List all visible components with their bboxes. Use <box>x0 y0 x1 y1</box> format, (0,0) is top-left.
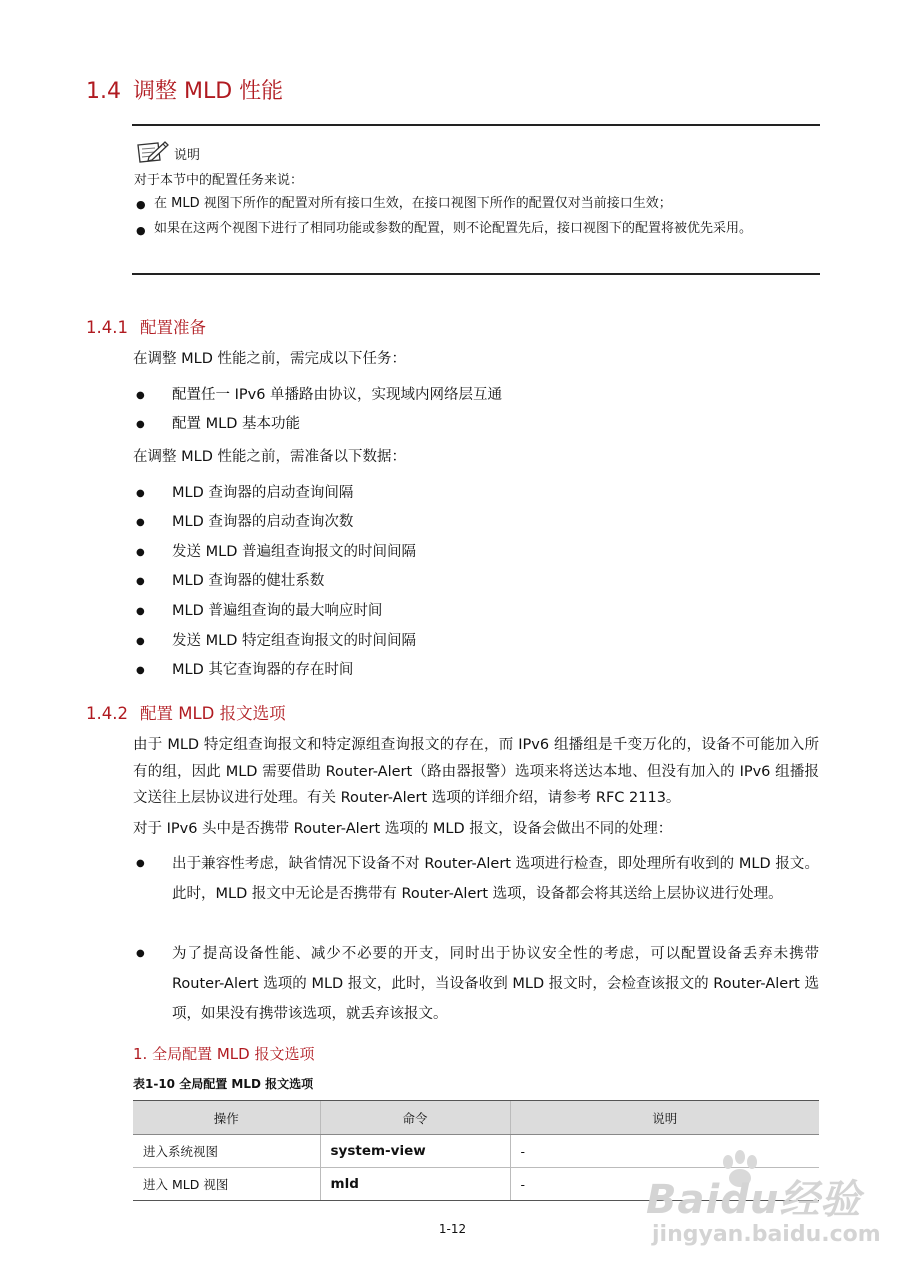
list-item: ● 配置 MLD 基本功能 <box>133 410 819 439</box>
list-item: ● 为了提高设备性能、减少不必要的开支，同时出于协议安全性的考虑，可以配置设备丢弃未携带 Router-Alert 选项的 MLD 报文，此时，当设备收到 MLD 报文时，会检查该报文的 Router-Alert 选项，如果没有携带该选项，就丢弃该报文。 <box>133 939 819 1029</box>
table-caption: 表1-10 全局配置 MLD 报文选项 <box>133 1077 314 1091</box>
bullet-dot-icon: ● <box>136 858 145 869</box>
subheading-global-config: 1. 全局配置 MLD 报文选项 <box>133 1045 315 1063</box>
bullet-dot-icon: ● <box>136 547 145 558</box>
bullet-dot-icon: ● <box>136 488 145 499</box>
note-box <box>132 124 820 275</box>
subsection-title: 配置 MLD 报文选项 <box>139 704 286 723</box>
column-header: 操作 <box>133 1101 320 1135</box>
bullet-dot-icon: ● <box>136 198 146 211</box>
pencil-note-icon <box>136 140 170 164</box>
prep-intro-data: 在调整 MLD 性能之前，需准备以下数据： <box>133 449 406 465</box>
bullet-dot-icon: ● <box>136 419 145 430</box>
list-item: ● MLD 其它查询器的存在时间 <box>133 656 819 685</box>
note-header <box>136 140 200 164</box>
column-header: 说明 <box>510 1101 819 1135</box>
table-cell-operation: 进入系统视图 <box>133 1135 320 1168</box>
page-number: 1-12 <box>438 1222 467 1236</box>
bullet-dot-icon: ● <box>136 606 145 617</box>
list-item: ● MLD 查询器的启动查询次数 <box>133 508 819 537</box>
table-cell-description: - <box>510 1135 819 1168</box>
note-title: 说明 <box>174 148 201 163</box>
section-number: 1.4 <box>86 79 121 104</box>
list-item: ● 发送 MLD 普遍组查询报文的时间间隔 <box>133 538 819 567</box>
subsection-heading-1-4-2 <box>86 700 286 724</box>
subsection-number: 1.4.2 <box>86 704 128 723</box>
bullet-dot-icon: ● <box>136 517 145 528</box>
bullet-dot-icon: ● <box>136 948 145 959</box>
table-cell-command: system-view <box>320 1135 510 1168</box>
list-item: ● 配置任一 IPv6 单播路由协议，实现域内网络层互通 <box>133 381 819 410</box>
paragraph-router-alert: 由于 MLD 特定组查询报文和特定源组查询报文的存在，而 IPv6 组播组是千变万化的，设备不可能加入所有的组，因此 MLD 需要借助 Router-Alert（路由器报警）选项来将送达本地、但没有加入的 IPv6 组播报文送往上层协议进行处理。有关 Router-Alert 选项的详细介绍，请参考 RFC 2113。 <box>133 737 819 806</box>
note-bullet-text: 如果在这两个视图下进行了相同功能或参数的配置，则不论配置先后，接口视图下的配置将被优先采用。 <box>154 221 753 236</box>
section-heading <box>86 74 283 105</box>
note-bullet-text: 在 MLD 视图下所作的配置对所有接口生效，在接口视图下所作的配置仅对当前接口生效； <box>154 196 672 211</box>
baidu-watermark <box>640 1150 881 1260</box>
list-item: ● 出于兼容性考虑，缺省情况下设备不对 Router-Alert 选项进行检查，即处理所有收到的 MLD 报文。此时，MLD 报文中无论是否携带有 Router-Alert 选项，设备都会将其送给上层协议进行处理。 <box>133 849 819 909</box>
bullet-dot-icon: ● <box>136 224 146 237</box>
list-item: ● MLD 查询器的启动查询间隔 <box>133 479 819 508</box>
subsection-title: 配置准备 <box>139 318 206 337</box>
bullet-dot-icon: ● <box>136 636 145 647</box>
table-cell-description: - <box>510 1168 819 1201</box>
note-intro: 对于本节中的配置任务来说： <box>134 173 304 188</box>
paragraph-handling: 对于 IPv6 头中是否携带 Router-Alert 选项的 MLD 报文，设备会做出不同的处理： <box>133 821 673 837</box>
bullet-dot-icon: ● <box>136 576 145 587</box>
bullet-dot-icon: ● <box>136 390 145 401</box>
list-item: ● 发送 MLD 特定组查询报文的时间间隔 <box>133 627 819 656</box>
prep-intro-tasks: 在调整 MLD 性能之前，需完成以下任务： <box>133 351 406 367</box>
subsection-heading-1-4-1 <box>86 314 206 338</box>
watermark-url: jingyan.baidu.com <box>652 1222 881 1247</box>
column-header: 命令 <box>320 1101 510 1135</box>
list-item: ● MLD 普遍组查询的最大响应时间 <box>133 597 819 626</box>
table-cell-command: mld <box>320 1168 510 1201</box>
subsection-number: 1.4.1 <box>86 318 128 337</box>
bullet-dot-icon: ● <box>136 665 145 676</box>
watermark-logo: Baidu经验 <box>646 1177 862 1223</box>
table-header-row <box>133 1101 819 1135</box>
table-cell-operation: 进入 MLD 视图 <box>133 1168 320 1201</box>
section-title: 调整 MLD 性能 <box>133 79 284 104</box>
list-item: ● MLD 查询器的健壮系数 <box>133 567 819 596</box>
